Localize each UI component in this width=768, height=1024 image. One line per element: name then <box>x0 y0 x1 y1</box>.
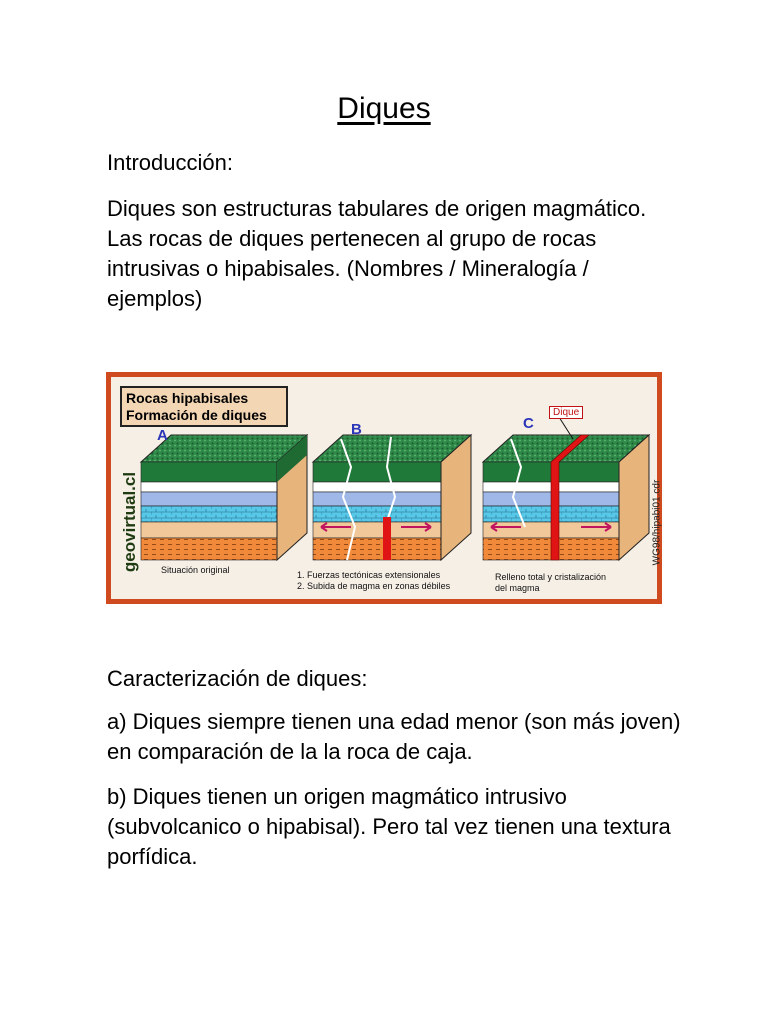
panel-b-label: B <box>351 421 362 438</box>
panel-a-label: A <box>157 427 168 444</box>
panel-c-label: C <box>523 415 534 432</box>
figure-credit: WG98/hipabi01.cdr <box>651 479 663 566</box>
panel-b-caption-line1: 1. Fuerzas tectónicas extensionales <box>297 570 441 580</box>
figure-canvas <box>111 377 663 599</box>
figure-title-line2: Formación de diques <box>126 407 267 423</box>
block-c <box>483 417 649 560</box>
page-title: Diques <box>337 92 431 125</box>
block-a <box>141 435 307 560</box>
dike-formation-figure <box>106 372 662 604</box>
characterization-heading: Caracterización de diques: <box>107 666 368 691</box>
panel-b-caption-line2: 2. Subida de magma en zonas débiles <box>297 581 451 591</box>
website-watermark: geovirtual.cl <box>120 471 139 573</box>
figure-title-box <box>120 386 288 427</box>
figure-title-line1: Rocas hipabisales <box>126 390 249 406</box>
panel-c-caption-line2: del magma <box>495 583 540 593</box>
intro-heading: Introducción: <box>107 150 233 175</box>
panel-b-caption <box>297 570 450 592</box>
intro-paragraph: Diques son estructuras tabulares de origen magmático. Las rocas de diques pertenecen al grupo de rocas intrusivas o hipabisales. (Nombres / Mineralogía / ejemplos) <box>107 196 647 311</box>
characterization-item-b: b) Diques tienen un origen magmático intrusivo (subvolcanico o hipabisal). Pero tal vez tienen una textura porfídica. <box>107 784 671 869</box>
dike-tag: Dique <box>549 406 583 419</box>
block-b <box>313 435 471 560</box>
panel-c-caption <box>495 572 606 594</box>
characterization-item-a: a) Diques siempre tienen una edad menor (son más joven) en comparación de la la roca de caja. <box>107 709 681 764</box>
panel-c-caption-line1: Relleno total y cristalización <box>495 572 607 582</box>
panel-a-caption: Situación original <box>161 565 230 575</box>
